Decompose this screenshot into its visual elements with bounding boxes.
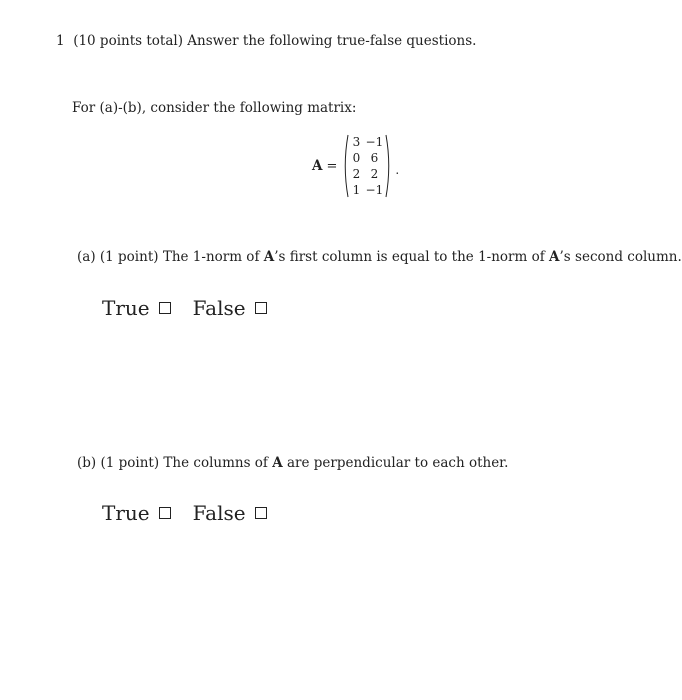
matrix-entry: 1 — [352, 183, 361, 197]
part-b-false-checkbox[interactable] — [255, 507, 267, 519]
left-paren-icon — [342, 134, 349, 198]
part-b-label: (b) — [77, 455, 97, 471]
part-a-true-checkbox[interactable] — [159, 302, 171, 314]
part-a-text-1: The 1-norm of — [162, 249, 264, 265]
part-a-matrix-ref-2: A — [549, 249, 560, 265]
matrix-entry: 2 — [352, 167, 361, 181]
part-a-false-checkbox[interactable] — [255, 302, 267, 314]
part-a-question — [77, 249, 682, 265]
right-paren-icon — [385, 134, 392, 198]
matrix-entry: 6 — [370, 151, 379, 165]
part-b-true-label: True — [102, 501, 150, 525]
part-a-text-2: ’s first column is equal to the 1-norm of — [274, 249, 550, 265]
matrix-name: A — [312, 158, 323, 174]
matrix-entries — [349, 134, 385, 198]
part-b-text-1: The columns of — [163, 455, 273, 471]
matrix-entry: −1 — [365, 183, 384, 197]
matrix-entry: 2 — [370, 167, 379, 181]
matrix-equation — [312, 133, 399, 199]
matrix-entry: −1 — [365, 135, 384, 149]
part-b-points: (1 point) — [100, 455, 160, 471]
part-a-answer-options — [102, 296, 267, 320]
part-a-points: (1 point) — [99, 249, 159, 265]
matrix-entry: 0 — [352, 151, 361, 165]
part-a-matrix-ref-1: A — [263, 249, 275, 265]
part-a-false-label: False — [192, 296, 246, 320]
part-a-text-3: ’s second column. — [559, 249, 682, 265]
part-b-text-2: are perpendicular to each other. — [282, 455, 509, 471]
equals-sign: = — [326, 158, 338, 174]
part-b-answer-options — [102, 501, 267, 525]
part-a-label: (a) — [77, 249, 96, 265]
question-number: 1 — [56, 33, 65, 49]
part-a-true-label: True — [102, 296, 150, 320]
question-title: (10 points total) Answer the following true-false questions. — [73, 33, 477, 49]
intro-text: For (a)-(b), consider the following matrix: — [72, 100, 357, 116]
question-header — [56, 33, 476, 49]
part-b-true-checkbox[interactable] — [159, 507, 171, 519]
part-b-question — [77, 455, 508, 471]
part-b-matrix-ref: A — [272, 455, 283, 471]
matrix-entry: 3 — [352, 135, 361, 149]
part-b-false-label: False — [192, 501, 246, 525]
matrix-period: . — [395, 163, 400, 177]
